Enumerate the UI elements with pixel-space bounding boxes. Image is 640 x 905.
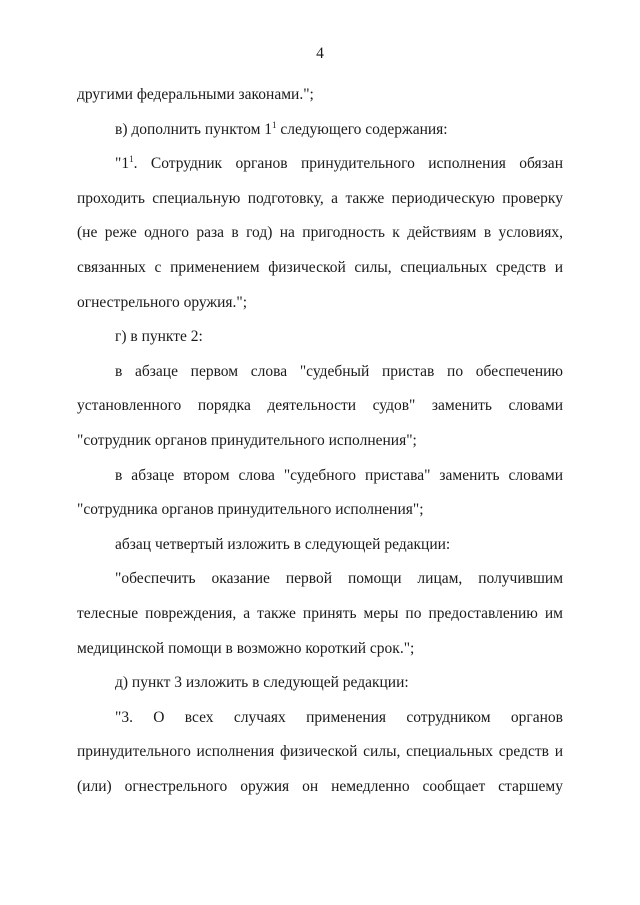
paragraph-2-text-b: следующего содержания: xyxy=(276,120,448,138)
paragraph-3-superscript: 1 xyxy=(129,154,134,165)
paragraph-8: "обеспечить оказание первой помощи лицам, получившим телесные повреждения, а также принять меры по предоставлению им медицинской помощи в возможно короткий срок."; xyxy=(77,570,563,657)
paragraph-3 xyxy=(77,147,563,320)
paragraph-2-superscript: 1 xyxy=(272,119,277,130)
paragraph-3-text-a: "1 xyxy=(115,155,130,173)
paragraph-1: другими федеральными законами."; xyxy=(77,86,314,103)
paragraph-2-text-a: в) дополнить пунктом 1 xyxy=(115,120,272,138)
paragraph-5: в абзаце первом слова "судебный пристав по обеспечению установленного порядка деятельности судов" заменить словами "сотрудник органов принудительного исполнения"; xyxy=(77,362,563,449)
paragraph-3-text-b: . Сотрудник органов принудительного исполнения обязан проходить специальную подготовку, а также периодическую проверку (не реже одного раза в год) на пригодность к действиям в условиях, связанных с применением физической силы, специальных средств и огнестрельного оружия."; xyxy=(77,155,563,311)
paragraph-10: "3. О всех случаях применения сотрудником органов принудительного исполнения физической силы, специальных средств и (или) огнестрельного оружия он немедленно сообщает старшему xyxy=(77,708,563,795)
paragraph-9: д) пункт 3 изложить в следующей редакции: xyxy=(115,674,409,692)
paragraph-2 xyxy=(77,113,563,148)
paragraph-6: в абзаце втором слова "судебного пристава" заменить словами "сотрудника органов принудительного исполнения"; xyxy=(77,466,563,519)
paragraph-4: г) в пункте 2: xyxy=(115,328,203,346)
document-body xyxy=(77,78,563,804)
page-number: 4 xyxy=(316,45,324,62)
paragraph-7: абзац четвертый изложить в следующей редакции: xyxy=(115,535,451,553)
